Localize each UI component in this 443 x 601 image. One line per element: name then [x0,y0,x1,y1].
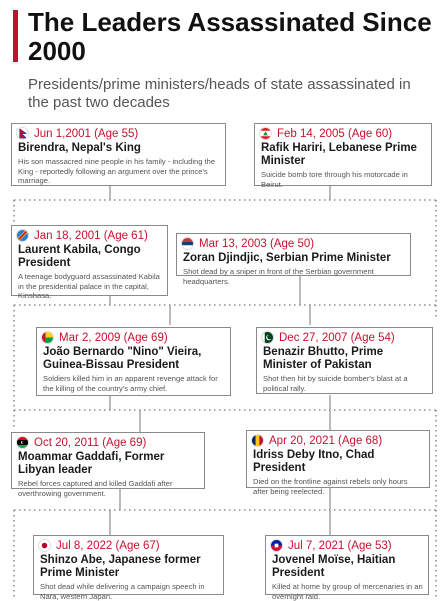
event-card-birendra [11,123,226,186]
haiti-flag-icon [270,539,283,552]
event-description: His son massacred nine people in his family - including the King - reportedly following an argument over the prince's marriage. [18,157,216,185]
event-description: Rebel forces captured and killed Gaddafi after overthrowing government. [18,479,173,498]
chad-flag-icon [251,434,264,447]
event-card-bhutto [256,327,433,394]
event-date: Mar 2, 2009 (Age 69) [59,332,168,344]
pakistan-flag-icon [261,331,274,344]
event-date: Jan 18, 2001 (Age 61) [34,230,148,242]
event-name: Rafik Hariri, Lebanese Prime Minister [261,142,417,167]
libya-flag-icon [16,436,29,449]
page-subtitle: Presidents/prime ministers/heads of state assassinated in the past two decades [28,76,411,111]
event-name: João Bernardo "Nino" Vieira, Guinea-Bissau President [43,346,202,371]
event-card-kabila [11,225,168,300]
event-date: Mar 13, 2003 (Age 50) [199,238,315,250]
event-date: Jun 1,2001 (Age 55) [34,128,139,140]
event-name: Birendra, Nepal's King [18,142,141,154]
event-description: Suicide bomb tore through his motorcade in Beirut. [261,170,408,189]
event-name: Jovenel Moïse, Haitian President [272,554,396,579]
event-date: Apr 20, 2021 (Age 68) [269,435,383,447]
event-description: Soldiers killed him in an apparent revenge attack for the killing of the country's army chief. [43,374,218,393]
event-card-gaddafi [11,432,205,498]
lebanon-flag-icon [259,127,272,140]
event-card-moise [265,535,429,601]
event-card-djindjic [176,233,411,286]
event-date: Jul 7, 2021 (Age 53) [288,540,392,552]
event-description: A teenage bodyguard assassinated Kabila in the presidential palace in the capital, Kinshasa. [18,272,160,300]
event-date: Dec 27, 2007 (Age 54) [279,332,395,344]
event-description: Shot dead by a sniper in front of the Serbian government headquarters. [183,267,374,286]
event-card-vieira [36,327,231,396]
nepal-flag-icon [16,127,29,140]
page-title: The Leaders Assassinated Since 2000 [28,7,432,66]
event-name: Zoran Djindjic, Serbian Prime Minister [183,252,391,264]
event-name: Laurent Kabila, Congo President [18,244,141,269]
event-card-abe [33,535,224,601]
title-accent-bar [13,10,18,62]
event-description: Died on the frontline against rebels only hours after being reelected. [253,477,408,496]
event-name: Shinzo Abe, Japanese former Prime Minister [40,554,201,579]
event-date: Oct 20, 2011 (Age 69) [34,437,147,449]
event-name: Moammar Gaddafi, Former Libyan leader [18,451,165,476]
event-date: Feb 14, 2005 (Age 60) [277,128,393,140]
serbia-flag-icon [181,237,194,250]
event-card-deby [246,430,430,496]
event-description: Shot dead while delivering a campaign speech in Nara, western Japan. [40,582,205,601]
japan-flag-icon [38,539,51,552]
event-name: Idriss Deby Itno, Chad President [253,449,375,474]
event-card-hariri [254,123,432,189]
event-date: Jul 8, 2022 (Age 67) [56,540,160,552]
event-description: Killed at home by group of mercenaries in an overnight raid. [272,582,423,601]
event-name: Benazir Bhutto, Prime Minister of Pakistan [263,346,384,371]
event-description: Shot then hit by suicide bomber's blast at a political rally. [263,374,408,393]
congo-flag-icon [16,229,29,242]
guinea-bissau-flag-icon [41,331,54,344]
